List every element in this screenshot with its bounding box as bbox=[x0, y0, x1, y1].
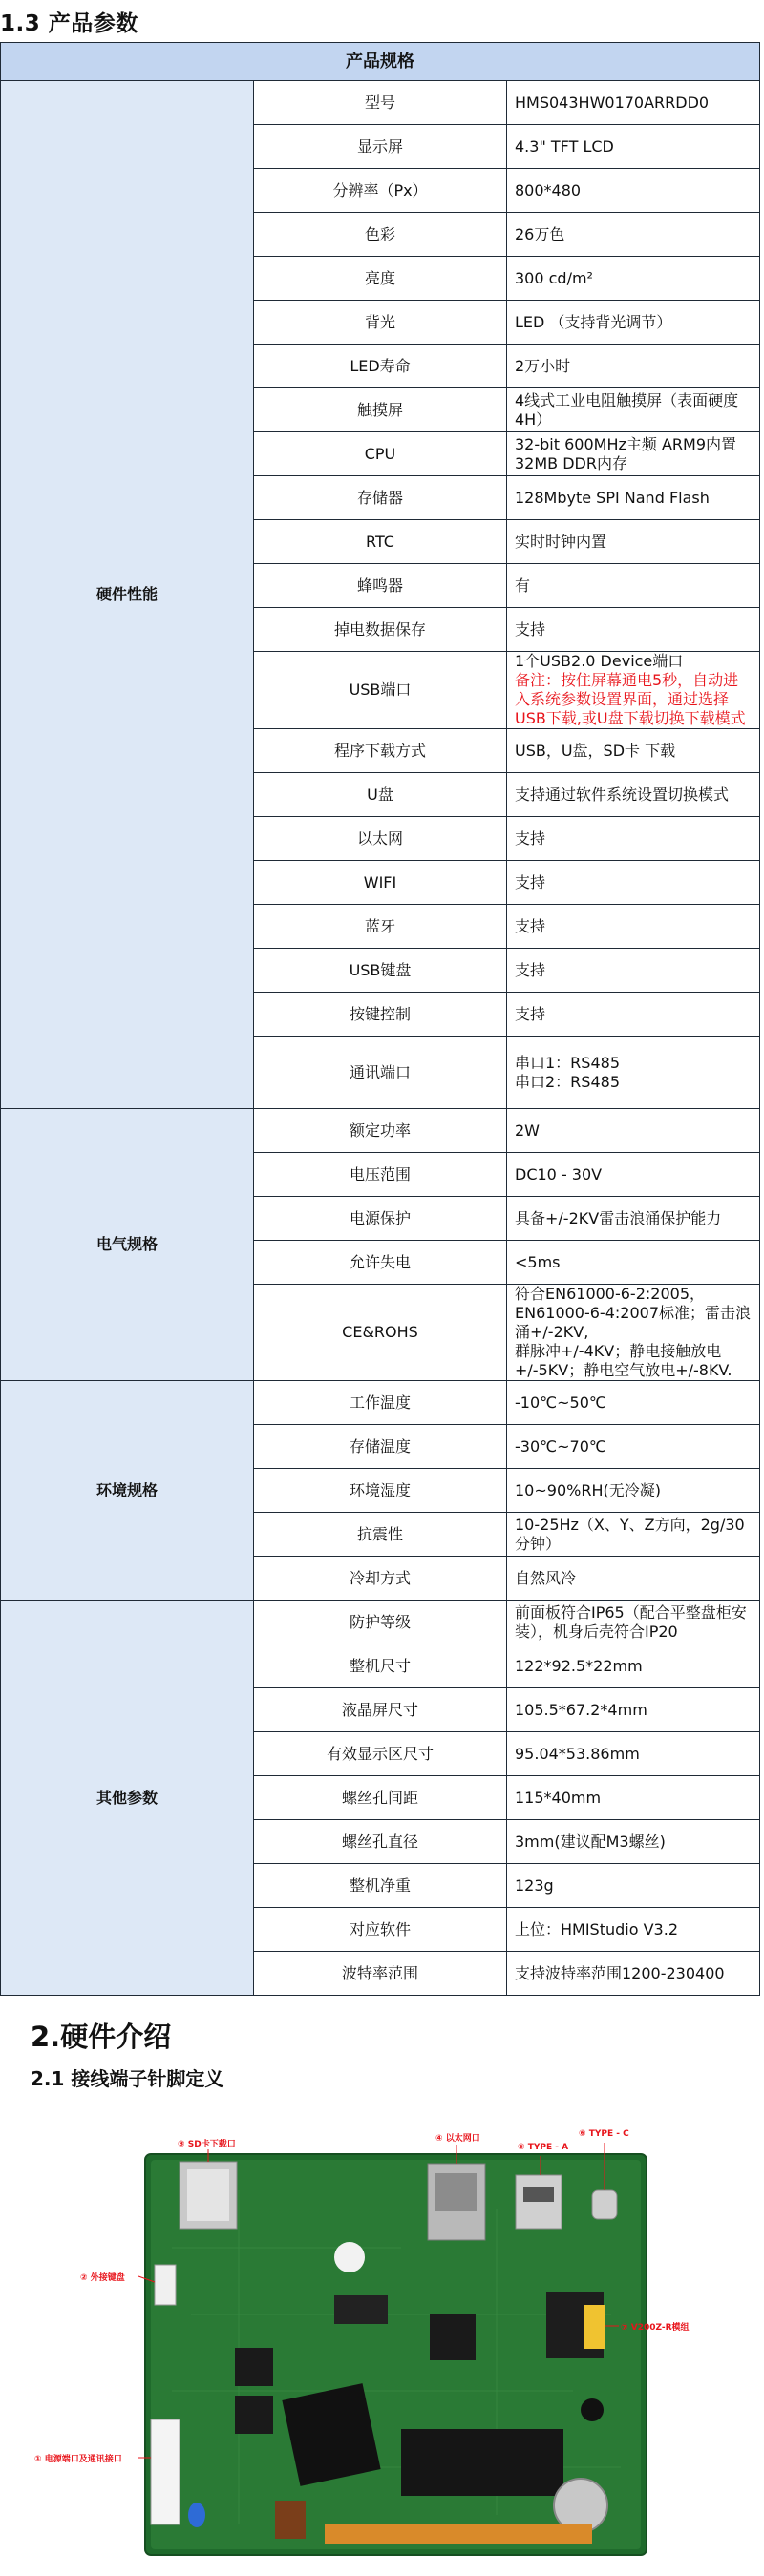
param-value: 3mm(建议配M3螺丝) bbox=[515, 1832, 666, 1851]
board-figure bbox=[0, 2105, 764, 2572]
param-value: 符合EN61000-6-2:2005，EN61000-6-4:2007标准；雷击浪涌+/-2KV, bbox=[515, 1285, 751, 1341]
param-value: -10℃~50℃ bbox=[515, 1393, 606, 1412]
param-name-cell: 按键控制 bbox=[254, 993, 507, 1037]
param-value: 2万小时 bbox=[515, 356, 571, 375]
param-value-cell bbox=[507, 1776, 760, 1820]
param-name-cell: 额定功率 bbox=[254, 1109, 507, 1153]
param-name-cell: 色彩 bbox=[254, 213, 507, 257]
param-name-cell: 型号 bbox=[254, 81, 507, 125]
param-value-cell bbox=[507, 1732, 760, 1776]
param-value: 支持 bbox=[515, 828, 546, 848]
param-value-cell bbox=[507, 432, 760, 476]
param-value: 支持 bbox=[515, 960, 546, 979]
spec-table bbox=[0, 42, 760, 1996]
param-name-cell: 工作温度 bbox=[254, 1381, 507, 1425]
param-value: 支持 bbox=[515, 872, 546, 891]
callout-type-c: ⑥ TYPE - C bbox=[579, 2129, 629, 2139]
param-name-cell: WIFI bbox=[254, 861, 507, 905]
param-value: 有 bbox=[515, 576, 531, 595]
category-cell: 环境规格 bbox=[1, 1381, 254, 1601]
param-value-cell bbox=[507, 1820, 760, 1864]
param-value-cell bbox=[507, 1469, 760, 1513]
param-value-cell bbox=[507, 520, 760, 564]
param-name-cell: 整机尺寸 bbox=[254, 1644, 507, 1688]
param-name-cell: 分辨率（Px） bbox=[254, 169, 507, 213]
param-name-cell: USB键盘 bbox=[254, 949, 507, 993]
param-value-cell bbox=[507, 81, 760, 125]
param-name-cell: 对应软件 bbox=[254, 1908, 507, 1952]
section-title: 1.3 产品参数 bbox=[0, 11, 138, 36]
param-name-cell: 防护等级 bbox=[254, 1601, 507, 1644]
param-value-cell bbox=[507, 817, 760, 861]
param-value-cell bbox=[507, 773, 760, 817]
callout-power-comm-port: ① 电源端口及通讯接口 bbox=[34, 2455, 122, 2464]
param-value-cell bbox=[507, 1197, 760, 1241]
param-value-cell bbox=[507, 1601, 760, 1644]
param-value: HMS043HW0170ARRDD0 bbox=[515, 93, 710, 112]
param-value-cell bbox=[507, 1425, 760, 1469]
param-name-cell: 冷却方式 bbox=[254, 1557, 507, 1601]
param-value-cell bbox=[507, 652, 760, 729]
param-name-cell: 以太网 bbox=[254, 817, 507, 861]
param-value: 105.5*67.2*4mm bbox=[515, 1700, 647, 1719]
pcb-board-image bbox=[0, 2105, 764, 2572]
param-name-cell: 存储温度 bbox=[254, 1425, 507, 1469]
table-row bbox=[1, 1109, 760, 1153]
param-value: 串口1：RS485 bbox=[515, 1053, 620, 1072]
param-value: 支持 bbox=[515, 619, 546, 639]
callout-type-a: ⑤ TYPE - A bbox=[518, 2143, 569, 2152]
param-name-cell: LED寿命 bbox=[254, 345, 507, 388]
param-value-cell bbox=[507, 169, 760, 213]
param-value-cell bbox=[507, 345, 760, 388]
param-value: 123g bbox=[515, 1875, 554, 1895]
param-value: USB，U盘，SD卡 下载 bbox=[515, 741, 676, 760]
param-value-cell bbox=[507, 1688, 760, 1732]
param-name-cell: 显示屏 bbox=[254, 125, 507, 169]
param-name-cell: 蓝牙 bbox=[254, 905, 507, 949]
param-value-cell bbox=[507, 1285, 760, 1381]
param-value-cell bbox=[507, 1381, 760, 1425]
param-name-cell: 波特率范围 bbox=[254, 1952, 507, 1996]
param-value: 115*40mm bbox=[515, 1788, 602, 1807]
param-value-line-2: 群脉冲+/-4KV；静电接触放电+/-5KV；静电空气放电+/-8KV. bbox=[515, 1342, 732, 1379]
param-name-cell: CPU bbox=[254, 432, 507, 476]
callout-sd-card-port: ③ SD卡下载口 bbox=[178, 2140, 236, 2149]
param-value: 10-25Hz（X、Y、Z方向，2g/30分钟） bbox=[515, 1515, 745, 1553]
param-value-cell bbox=[507, 257, 760, 301]
param-value-cell bbox=[507, 388, 760, 432]
param-value-cell bbox=[507, 905, 760, 949]
table-header: 产品规格 bbox=[1, 43, 760, 81]
param-value: 上位：HMIStudio V3.2 bbox=[515, 1919, 678, 1938]
param-name-cell: 螺丝孔间距 bbox=[254, 1776, 507, 1820]
param-value: 26万色 bbox=[515, 224, 565, 243]
param-name-cell: CE&ROHS bbox=[254, 1285, 507, 1381]
param-value: 2W bbox=[515, 1120, 540, 1140]
param-value-cell bbox=[507, 729, 760, 773]
table-header-row bbox=[1, 43, 760, 81]
param-name-cell: RTC bbox=[254, 520, 507, 564]
hardware-intro-title: 2.硬件介绍 bbox=[31, 2021, 172, 2053]
param-value: 实时时钟内置 bbox=[515, 532, 607, 551]
param-value: 4线式工业电阻触摸屏（表面硬度4H） bbox=[515, 390, 739, 429]
param-name-cell: 环境湿度 bbox=[254, 1469, 507, 1513]
param-name-cell: 背光 bbox=[254, 301, 507, 345]
param-name-cell: 电源保护 bbox=[254, 1197, 507, 1241]
param-value-cell bbox=[507, 564, 760, 608]
param-value-line-2: 串口2：RS485 bbox=[515, 1072, 620, 1091]
category-cell: 硬件性能 bbox=[1, 81, 254, 1109]
param-value: 95.04*53.86mm bbox=[515, 1744, 640, 1763]
param-value-cell bbox=[507, 993, 760, 1037]
param-name-cell: 允许失电 bbox=[254, 1241, 507, 1285]
param-value: 1个USB2.0 Device端口 bbox=[515, 652, 684, 670]
param-name-cell: U盘 bbox=[254, 773, 507, 817]
param-name-cell: 亮度 bbox=[254, 257, 507, 301]
spec-table-body bbox=[1, 43, 760, 1996]
param-value-cell bbox=[507, 301, 760, 345]
param-value: 支持 bbox=[515, 916, 546, 935]
param-value-cell bbox=[507, 608, 760, 652]
param-value: 4.3" TFT LCD bbox=[515, 136, 614, 156]
param-value: -30℃~70℃ bbox=[515, 1436, 606, 1456]
param-value: 32-bit 600MHz主频 ARM9内置32MB DDR内存 bbox=[515, 434, 737, 472]
param-name-cell: 存储器 bbox=[254, 476, 507, 520]
param-value: LED （支持背光调节） bbox=[515, 312, 672, 331]
param-value: 800*480 bbox=[515, 180, 582, 199]
param-name-cell: 抗震性 bbox=[254, 1513, 507, 1557]
param-value: 前面板符合IP65（配合平整盘柜安装），机身后壳符合IP20 bbox=[515, 1602, 747, 1641]
param-value-cell bbox=[507, 213, 760, 257]
table-row bbox=[1, 81, 760, 125]
param-value: 支持 bbox=[515, 1004, 546, 1023]
param-name-cell: 液晶屏尺寸 bbox=[254, 1688, 507, 1732]
param-value-cell bbox=[507, 1037, 760, 1109]
param-name-cell: 有效显示区尺寸 bbox=[254, 1732, 507, 1776]
param-value-cell bbox=[507, 1557, 760, 1601]
param-value-cell bbox=[507, 476, 760, 520]
param-value-cell bbox=[507, 1952, 760, 1996]
param-value-cell bbox=[507, 1153, 760, 1197]
param-value: 具备+/-2KV雷击浪涌保护能力 bbox=[515, 1208, 722, 1227]
param-value: 122*92.5*22mm bbox=[515, 1656, 643, 1675]
param-value-cell bbox=[507, 861, 760, 905]
param-name-cell: 电压范围 bbox=[254, 1153, 507, 1197]
param-value: 支持通过软件系统设置切换模式 bbox=[515, 785, 730, 804]
param-value-cell bbox=[507, 949, 760, 993]
category-cell: 其他参数 bbox=[1, 1601, 254, 1996]
param-name-cell: USB端口 bbox=[254, 652, 507, 729]
param-value-cell bbox=[507, 1644, 760, 1688]
param-name-cell: 蜂鸣器 bbox=[254, 564, 507, 608]
callout-keyboard: ② 外接键盘 bbox=[80, 2273, 125, 2283]
param-value-cell bbox=[507, 1109, 760, 1153]
param-value-cell bbox=[507, 1513, 760, 1557]
param-note: 备注：按住屏幕通电5秒，自动进入系统参数设置界面，通过选择USB下载,或U盘下载切换下载模式 bbox=[515, 671, 746, 727]
param-value: 自然风冷 bbox=[515, 1568, 577, 1587]
param-name-cell: 通讯端口 bbox=[254, 1037, 507, 1109]
param-name-cell: 程序下载方式 bbox=[254, 729, 507, 773]
param-value: 支持波特率范围1200-230400 bbox=[515, 1963, 725, 1982]
param-value: DC10 - 30V bbox=[515, 1164, 603, 1183]
param-name-cell: 触摸屏 bbox=[254, 388, 507, 432]
param-value: 10~90%RH(无冷凝) bbox=[515, 1480, 661, 1499]
param-value-cell bbox=[507, 125, 760, 169]
table-row bbox=[1, 1381, 760, 1425]
param-value: 128Mbyte SPI Nand Flash bbox=[515, 488, 710, 507]
terminal-pin-definition-title: 2.1 接线端子针脚定义 bbox=[31, 2067, 224, 2090]
param-name-cell: 掉电数据保存 bbox=[254, 608, 507, 652]
param-value: <5ms bbox=[515, 1252, 561, 1271]
category-cell: 电气规格 bbox=[1, 1109, 254, 1381]
param-value-cell bbox=[507, 1864, 760, 1908]
table-row bbox=[1, 1601, 760, 1644]
callout-ethernet-port: ④ 以太网口 bbox=[435, 2134, 480, 2144]
callout-module: ⑦ V200Z-R模组 bbox=[621, 2323, 690, 2333]
param-name-cell: 整机净重 bbox=[254, 1864, 507, 1908]
param-name-cell: 螺丝孔直径 bbox=[254, 1820, 507, 1864]
param-value-cell bbox=[507, 1241, 760, 1285]
param-value: 300 cd/m² bbox=[515, 268, 593, 287]
param-value-cell bbox=[507, 1908, 760, 1952]
